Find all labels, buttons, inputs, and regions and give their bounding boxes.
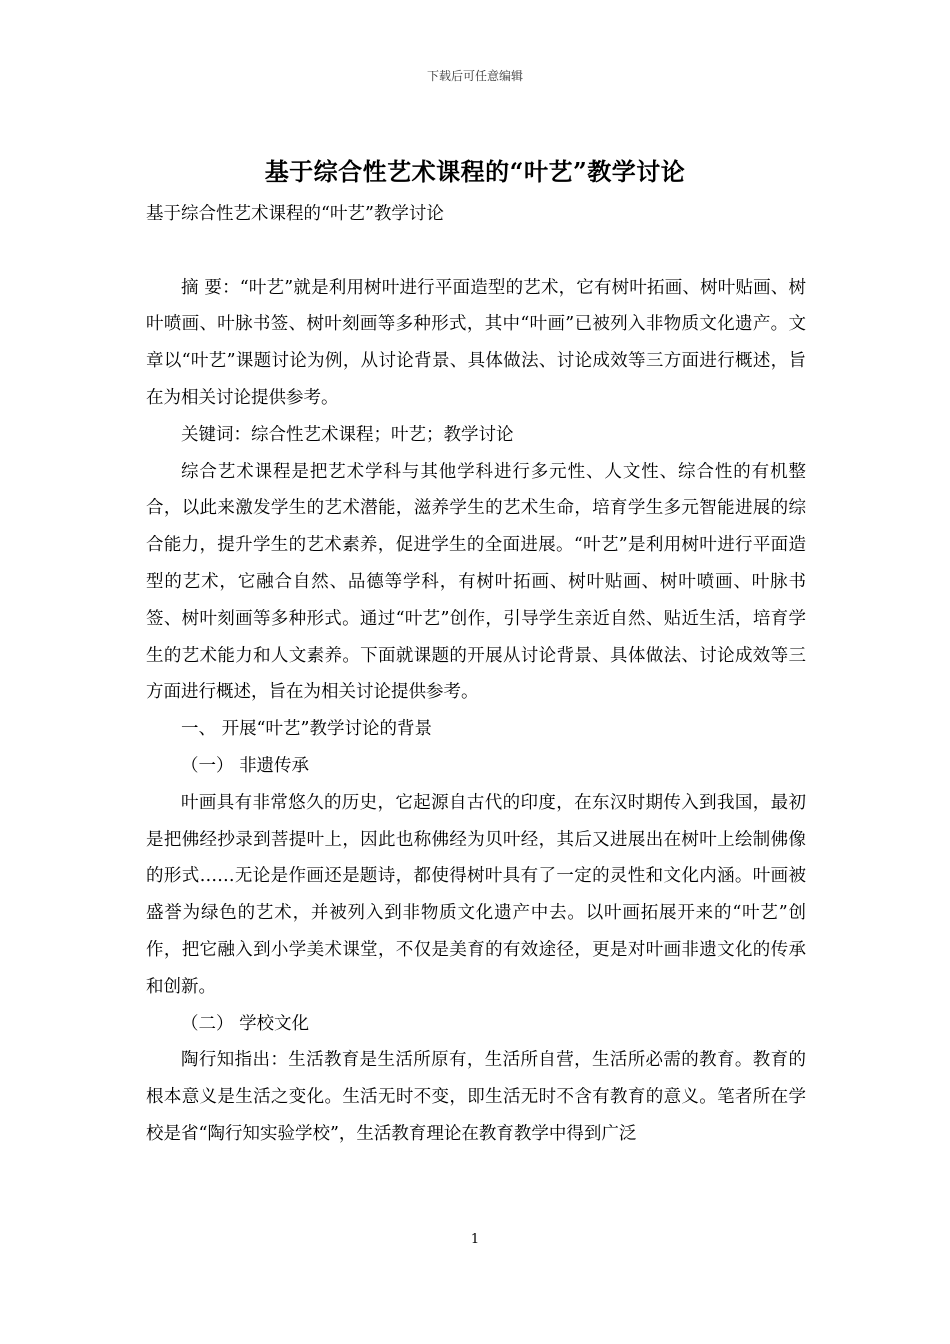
abstract-paragraph: 摘 要：“叶艺”就是利用树叶进行平面造型的艺术，它有树叶拓画、树叶贴画、树叶喷画、叶脉书签、树叶刻画等多种形式，其中“叶画”已被列入非物质文化遗产。文章以“叶艺”课题讨论为例，从讨论背景、具体做法、讨论成效等三方面进行概述，旨在为相关讨论提供参考。 bbox=[146, 277, 806, 408]
intro-paragraph: 综合艺术课程是把艺术学科与其他学科进行多元性、人文性、综合性的有机整合，以此来激发学生的艺术潜能，滋养学生的艺术生命，培育学生多元智能进展的综合能力，提升学生的艺术素养，促进学生的全面进展。“叶艺”是利用树叶进行平面造型的艺术，它融合自然、品德等学科，有树叶拓画、树叶贴画、树叶喷画、叶脉书签、树叶刻画等多种形式。通过“叶艺”创作，引导学生亲近自然、贴近生活，培育学生的艺术能力和人文素养。下面就课题的开展从讨论背景、具体做法、讨论成效等三方面进行概述，旨在为相关讨论提供参考。 bbox=[146, 461, 806, 703]
header-note: 下载后可任意编辑 bbox=[426, 69, 523, 83]
subsection-heading: （二） 学校文化 bbox=[181, 1013, 310, 1034]
document-subtitle: 基于综合性艺术课程的“叶艺”教学讨论 bbox=[146, 204, 444, 224]
keywords-line: 关键词：综合性艺术课程；叶艺；教学讨论 bbox=[181, 424, 514, 445]
subsection-paragraph: 陶行知指出：生活教育是生活所原有，生活所自营，生活所必需的教育。教育的根本意义是生活之变化。生活无时不变，即生活无时不含有教育的意义。笔者所在学校是省“陶行知实验学校”，生活教育理论在教育教学中得到广泛 bbox=[146, 1050, 806, 1144]
page-number: 1 bbox=[470, 1232, 480, 1247]
subsection-heading: （一） 非遗传承 bbox=[181, 755, 310, 776]
document-title: 基于综合性艺术课程的“叶艺”教学讨论 bbox=[264, 157, 686, 186]
blank-line bbox=[146, 233, 806, 270]
section-heading: 一、 开展“叶艺”教学讨论的背景 bbox=[181, 719, 432, 740]
subsection-paragraph: 叶画具有非常悠久的历史，它起源自古代的印度，在东汉时期传入到我国，最初是把佛经抄录到菩提叶上，因此也称佛经为贝叶经，其后又进展出在树叶上绘制佛像的形式……无论是作画还是题诗，都使得树叶具有了一定的灵性和文化内涵。叶画被盛誉为绿色的艺术，并被列入到非物质文化遗产中去。以叶画拓展开来的“叶艺”创作，把它融入到小学美术课堂，不仅是美育的有效途径，更是对叶画非遗文化的传承和创新。 bbox=[146, 792, 806, 997]
document-body bbox=[146, 196, 806, 1153]
